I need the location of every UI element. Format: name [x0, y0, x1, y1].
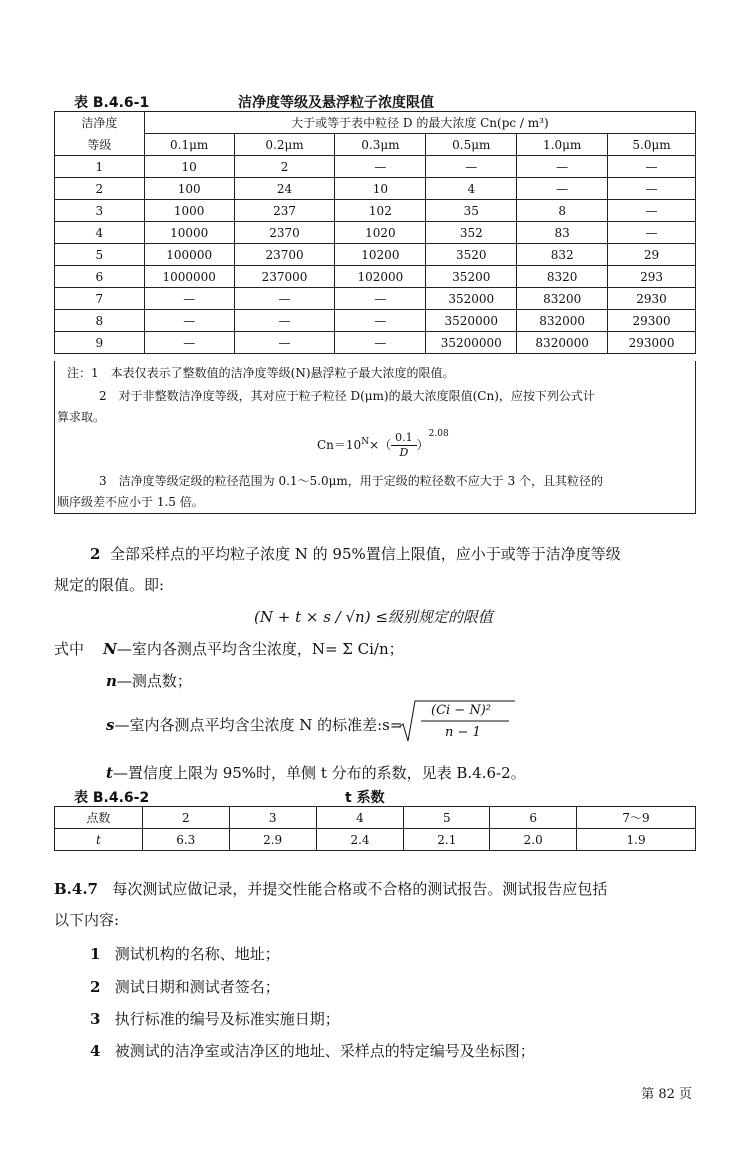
- table-row: [55, 200, 696, 222]
- formula-lhs: Cn＝10: [317, 438, 362, 452]
- b47-text: 每次测试应做记录，并提交性能合格或不合格的测试报告。测试报告应包括: [112, 880, 608, 898]
- cn-formula: [317, 431, 449, 460]
- concentration-cell: 237: [234, 200, 335, 222]
- table2-row-cell: 2.4: [316, 829, 404, 851]
- table-row: [55, 222, 696, 244]
- concentration-cell: 4: [426, 178, 517, 200]
- concentration-cell: 1000000: [144, 266, 234, 288]
- table2-header-cell: 7～9: [577, 807, 696, 829]
- concentration-cell: 29300: [608, 310, 696, 332]
- table-row: [55, 288, 696, 310]
- concentration-cell: —: [426, 156, 517, 178]
- table1: [54, 111, 696, 354]
- table1-span-header: [144, 112, 695, 134]
- list-item: [90, 974, 280, 1000]
- concentration-cell: —: [608, 178, 696, 200]
- concentration-cell: —: [144, 332, 234, 354]
- b47-line2: 以下内容:: [54, 911, 120, 929]
- concentration-cell: 293000: [608, 332, 696, 354]
- concentration-cell: 10: [335, 178, 426, 200]
- concentration-cell: —: [144, 288, 234, 310]
- concentration-cell: 2: [234, 156, 335, 178]
- note-2a: 2 对于非整数洁净度等级，其对应于粒子粒径 D(μm)的最大浓度限值(Cn)，应按下列公式计: [99, 389, 595, 403]
- concentration-cell: —: [608, 222, 696, 244]
- concentration-cell: 293: [608, 266, 696, 288]
- note-1: 注：1 本表仅表示了整数值的洁净度等级(N)悬浮粒子最大浓度的限值。: [67, 366, 455, 380]
- defs-intro: 式中: [54, 640, 85, 658]
- list-item-text: 被测试的洁净室或洁净区的地址、采样点的特定编号及坐标图；: [114, 1042, 535, 1060]
- table1-body: [55, 156, 696, 354]
- concentration-cell: 23700: [234, 244, 335, 266]
- formula-close: ）: [416, 438, 429, 452]
- grade-cell: 9: [55, 332, 145, 354]
- def-s-symbol: s: [106, 716, 115, 734]
- list-item: [90, 1006, 340, 1032]
- list-item: [90, 1038, 535, 1064]
- def-s: [106, 712, 402, 738]
- note-3b: 顺序级差不应小于 1.5 倍。: [57, 495, 204, 509]
- table-row: [55, 332, 696, 354]
- def-n: [106, 668, 192, 694]
- span-header-text: 大于或等于表中粒径 D 的最大浓度 Cn(pc / m³): [291, 116, 549, 130]
- def-n-text: —测点数；: [116, 672, 192, 690]
- concentration-cell: 35200: [426, 266, 517, 288]
- formula-power: 2.08: [428, 429, 449, 439]
- concentration-cell: 237000: [234, 266, 335, 288]
- para2-line2: 规定的限值。即:: [54, 576, 165, 594]
- size-header: 5.0μm: [608, 134, 696, 156]
- para2-line1: [90, 541, 621, 567]
- note-2b: 算求取。: [57, 410, 106, 424]
- formula-num: 0.1: [391, 431, 417, 446]
- note-3a: 3 洁净度等级定级的粒径范围为 0.1～5.0μm，用于定级的粒径数不应大于 3 个，且其粒径的: [99, 474, 604, 488]
- para2-number: 2: [90, 545, 101, 563]
- b47-number: B.4.7: [54, 880, 98, 898]
- grade-cell: 7: [55, 288, 145, 310]
- table2-header-cell: 5: [404, 807, 490, 829]
- table1-header-grade-bottom: 等级: [55, 134, 145, 156]
- table2-row-cell: 2.0: [490, 829, 577, 851]
- table2-header-cell: 6: [490, 807, 577, 829]
- concentration-cell: —: [144, 310, 234, 332]
- table2-row-cell: t: [55, 829, 143, 851]
- b47-line1: [54, 876, 607, 902]
- def-t: [106, 760, 526, 786]
- concentration-cell: —: [234, 288, 335, 310]
- list-item-number: 3: [90, 1010, 101, 1028]
- concentration-cell: 8: [517, 200, 608, 222]
- concentration-cell: 35200000: [426, 332, 517, 354]
- grade-cell: 8: [55, 310, 145, 332]
- table1-label: 表 B.4.6-1: [74, 95, 150, 111]
- stddev-numerator: (Ci − N)²: [431, 703, 491, 718]
- list-item-number: 2: [90, 978, 101, 996]
- concentration-cell: 10: [144, 156, 234, 178]
- concentration-cell: 83200: [517, 288, 608, 310]
- concentration-cell: 832: [517, 244, 608, 266]
- concentration-cell: —: [517, 178, 608, 200]
- concentration-cell: 100000: [144, 244, 234, 266]
- table2-header-cell: 3: [229, 807, 316, 829]
- formula-fraction: [391, 431, 417, 460]
- table2-header-cell: 2: [142, 807, 229, 829]
- def-t-text: —置信度上限为 95%时，单侧 t 分布的系数，见表 B.4.6-2。: [112, 764, 526, 782]
- stddev-formula: [397, 697, 517, 745]
- def-s-text: —室内各测点平均含尘浓度 N 的标准差:s=: [114, 716, 403, 734]
- concentration-cell: —: [335, 310, 426, 332]
- def-N-text: —室内各测点平均含尘浓度，N= Σ Ci/n；: [116, 640, 404, 658]
- list-item: [90, 941, 280, 967]
- concentration-cell: —: [234, 332, 335, 354]
- def-n-symbol: n: [106, 672, 117, 690]
- formula-exp: N: [361, 437, 370, 447]
- table2-row-cell: 1.9: [577, 829, 696, 851]
- formula-times: ×（: [369, 438, 392, 452]
- concentration-cell: 102: [335, 200, 426, 222]
- size-header: 0.1μm: [144, 134, 234, 156]
- concentration-cell: 1020: [335, 222, 426, 244]
- def-N: [54, 636, 404, 662]
- table-row: [55, 244, 696, 266]
- concentration-cell: 352000: [426, 288, 517, 310]
- list-item-text: 执行标准的编号及标准实施日期；: [114, 1010, 340, 1028]
- concentration-cell: —: [517, 156, 608, 178]
- concentration-cell: 8320: [517, 266, 608, 288]
- concentration-cell: 2370: [234, 222, 335, 244]
- table2-title: t 系数: [345, 790, 385, 806]
- grade-cell: 3: [55, 200, 145, 222]
- table-row: [55, 178, 696, 200]
- concentration-cell: 3520: [426, 244, 517, 266]
- concentration-cell: —: [608, 200, 696, 222]
- table1-notes: [54, 361, 696, 514]
- concentration-cell: 8320000: [517, 332, 608, 354]
- grade-cell: 2: [55, 178, 145, 200]
- concentration-cell: 10200: [335, 244, 426, 266]
- list-item-number: 4: [90, 1042, 101, 1060]
- grade-cell: 4: [55, 222, 145, 244]
- concentration-cell: 832000: [517, 310, 608, 332]
- table2-row-cell: 2.1: [404, 829, 490, 851]
- size-header: 0.5μm: [426, 134, 517, 156]
- grade-cell: 5: [55, 244, 145, 266]
- concentration-cell: 83: [517, 222, 608, 244]
- list-item-text: 测试机构的名称、地址；: [114, 945, 280, 963]
- concentration-cell: 352: [426, 222, 517, 244]
- table-row: [55, 266, 696, 288]
- concentration-cell: —: [608, 156, 696, 178]
- concentration-cell: —: [335, 288, 426, 310]
- table-row: [55, 310, 696, 332]
- table-row: [55, 156, 696, 178]
- grade-cell: 6: [55, 266, 145, 288]
- concentration-cell: 29: [608, 244, 696, 266]
- list-item-text: 测试日期和测试者签名；: [114, 978, 280, 996]
- size-header: 0.2μm: [234, 134, 335, 156]
- size-header: 0.3μm: [335, 134, 426, 156]
- page-number: 第 82 页: [641, 1087, 692, 1102]
- concentration-cell: 2930: [608, 288, 696, 310]
- concentration-cell: 35: [426, 200, 517, 222]
- concentration-cell: 10000: [144, 222, 234, 244]
- stddev-denominator: n − 1: [445, 725, 481, 740]
- table2-row-cell: 2.9: [229, 829, 316, 851]
- concentration-cell: 1000: [144, 200, 234, 222]
- table1-header-grade-top: 洁净度: [55, 112, 145, 134]
- table2-header-cell: 点数: [55, 807, 143, 829]
- table1-title: 洁净度等级及悬浮粒子浓度限值: [238, 95, 434, 111]
- table2: [54, 806, 696, 851]
- concentration-cell: —: [335, 332, 426, 354]
- para2-formula: (N + t × s / √n) ≤级别规定的限值: [254, 608, 493, 626]
- concentration-cell: 102000: [335, 266, 426, 288]
- table2-label: 表 B.4.6-2: [74, 790, 150, 806]
- table2-row-cell: 6.3: [142, 829, 229, 851]
- size-header: 1.0μm: [517, 134, 608, 156]
- concentration-cell: 24: [234, 178, 335, 200]
- def-N-symbol: N: [103, 640, 117, 658]
- concentration-cell: 3520000: [426, 310, 517, 332]
- concentration-cell: —: [234, 310, 335, 332]
- def-t-symbol: t: [106, 764, 113, 782]
- table2-header-cell: 4: [316, 807, 404, 829]
- concentration-cell: 100: [144, 178, 234, 200]
- concentration-cell: —: [335, 156, 426, 178]
- grade-cell: 1: [55, 156, 145, 178]
- list-item-number: 1: [90, 945, 101, 963]
- para2-text: 全部采样点的平均粒子浓度 N 的 95%置信上限值，应小于或等于洁净度等级: [109, 545, 621, 563]
- formula-den: D: [399, 446, 409, 459]
